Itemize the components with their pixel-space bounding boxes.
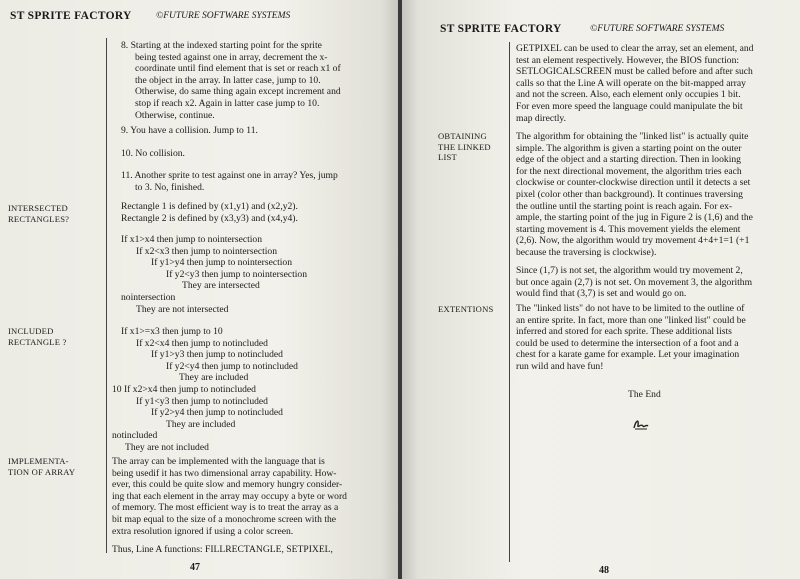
page-number-47: 47 — [190, 562, 200, 573]
obtaining-paragraph-2: Since (1,7) is not set, the algorithm would try movement 2, but once again (2,7) is not set. On movement 3, the algorithm would find that (3,7) is set and would go on. — [516, 265, 753, 300]
step-8-text: 8. Starting at the indexed starting point for the sprite being tested against one in array, decrement the x- coordinate until find element that is set or reach x1 of the object in the array. In latter case, jump to 10. Otherwise, do same thing again except increment and stop if reach x2. Again in latter case jump to 10. Otherwise, continue. — [121, 40, 341, 121]
extentions-paragraph: The "linked lists" do not have to be limited to the outline of an entire sprite. In fact, more than one "linked list" could be inferred and stored for each sprite. These additional lists could be used to determine the intersection of a foot and a chest for a karate game for example. Let your imagination run wild and have fun! — [516, 303, 746, 372]
step-9-text: 9. You have a collision. Jump to 11. — [121, 125, 258, 136]
intersected-pseudocode: If x1>x4 then jump to nointersection If x2<x3 then jump to nointersection If y1>y4 then jump to nointersection If y2<y3 then jump to nointersection They are intersected nointersection They are not intersected — [121, 234, 308, 315]
included-pseudocode: If x1>=x3 then jump to 10 If x2<x4 then jump to notincluded If y1>y3 then jump to notincluded If y2<y4 then jump to notincluded They are included 10 If x2>x4 then jump to notincluded If y1<y3 then jump to notincluded If y2>y4 then jump to notincluded They are included notincluded They are not included — [112, 326, 298, 453]
the-end-text: The End — [628, 389, 661, 400]
implementation-of-array-label: IMPLEMENTA- TION OF ARRAY — [8, 456, 76, 477]
left-header-title: ST SPRITE FACTORY — [10, 10, 132, 22]
left-header — [10, 10, 390, 22]
intersected-rectangles-label: INTERSECTED RECTANGLES? — [8, 203, 70, 224]
left-header-publisher: ©FUTURE SOFTWARE SYSTEMS — [156, 11, 291, 21]
extentions-label: EXTENTIONS — [438, 304, 494, 314]
intersected-definition: Rectangle 1 is defined by (x1,y1) and (x2,y2). Rectangle 2 is defined by (x3,y3) and (x4,y4). — [121, 201, 298, 224]
implementation-paragraph: The array can be implemented with the language that is being usedif it has two dimensional array capability. How- ever, this could be quite slow and memory hungry consider- ing that each element in the array may occupy a byte or word of memory. The most efficient way is to treat the array as a bit map equal to the size of a monochrome screen with the extra resolution ignored if using a color screen. — [112, 456, 347, 537]
left-page — [0, 0, 398, 579]
included-rectangle-label: INCLUDED RECTANGLE ? — [8, 326, 67, 347]
right-page — [402, 0, 800, 579]
step-10-text: 10. No collision. — [121, 148, 185, 159]
line-a-functions-text: Thus, Line A functions: FILLRECTANGLE, SETPIXEL, — [112, 544, 333, 555]
getpixel-paragraph: GETPIXEL can be used to clear the array, set an element, and test an element respectively. However, the BIOS function: SETLOGICALSCREEN must be called before and after such calls so that the Line A will operate on the bit-mapped array and not the screen. Also, each element only occupies 1 bit. For even more speed the language could manipulate the bit map directly. — [516, 43, 754, 124]
step-11-text: 11. Another sprite to test against one in array? Yes, jump to 3. No, finished. — [121, 170, 338, 193]
right-header-title: ST SPRITE FACTORY — [440, 23, 562, 35]
right-header-publisher: ©FUTURE SOFTWARE SYSTEMS — [590, 24, 725, 34]
page-number-48: 48 — [599, 565, 609, 576]
obtaining-linked-list-label: OBTAINING THE LINKED LIST — [438, 131, 491, 162]
right-column-rule — [509, 42, 510, 562]
obtaining-paragraph: The algorithm for obtaining the "linked list" is actually quite simple. The algorithm is given a starting point on the outer edge of the object and a starting direction. Then in looking for the next directional movement, the algorithm tries each clockwise or counter-clockwise direction until it detects a set pixel (color other than background). It continues traversing the outline until the starting point is reach again. For ex- ample, the starting point of the jug in Figure 2 is (1,6) and the starting movement is 4. This movement yields the element (2,6). Now, the algorithm would try movement 4+4+1=1 (+1 because the traversing is clockwise). — [516, 131, 753, 258]
left-column-rule — [106, 38, 107, 553]
signature-mark — [632, 417, 650, 436]
right-header — [440, 23, 790, 35]
